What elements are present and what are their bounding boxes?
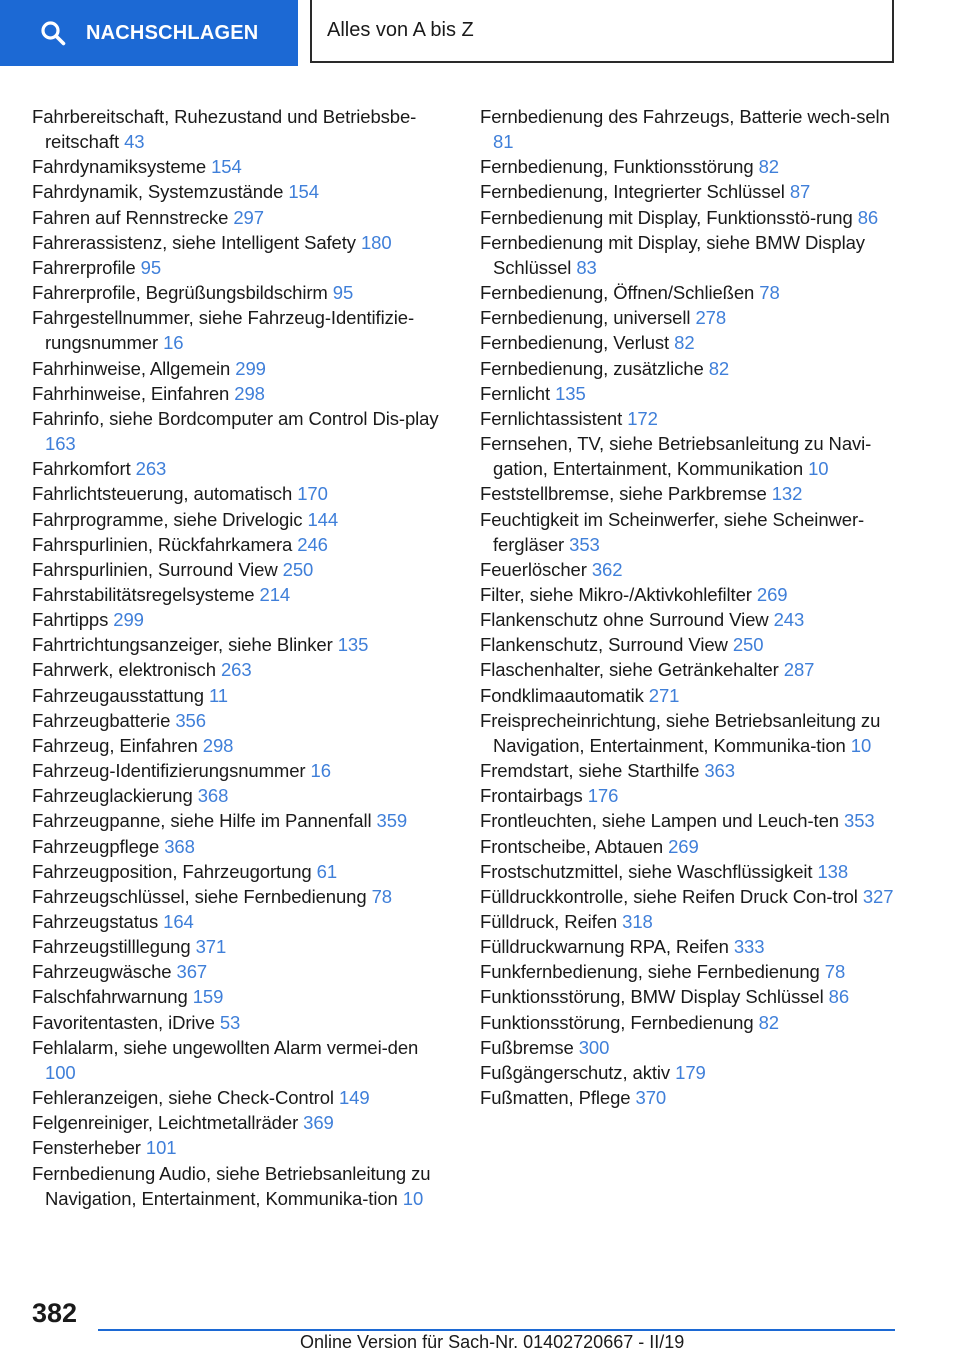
index-entry xyxy=(32,657,442,682)
index-entry-text: Feststellbremse, siehe Parkbremse xyxy=(480,483,767,505)
index-entry xyxy=(32,934,442,959)
index-entry xyxy=(32,507,442,532)
index-entry-text: Freisprecheinrichtung, siehe Betriebsanleitung zu Navigation, Entertainment, Kommunika-tion xyxy=(480,709,881,756)
index-entry xyxy=(480,884,900,909)
index-column-right xyxy=(480,104,900,1110)
index-entry-text: Fernbedienung des Fahrzeugs, Batterie wech-seln xyxy=(480,106,890,127)
index-entry-text: Fahrlichtsteuerung, automatisch xyxy=(32,483,293,505)
index-entry-text: Fahrprogramme, siehe Drivelogic xyxy=(32,508,303,530)
nav-tab-label: NACHSCHLAGEN xyxy=(86,21,259,44)
index-entry xyxy=(480,607,900,632)
page-reference-link[interactable]: 318 xyxy=(622,911,653,932)
index-entry-text: Fahrzeugschlüssel, siehe Fernbedienung xyxy=(32,885,367,907)
index-entry xyxy=(480,481,900,506)
index-entry xyxy=(32,1035,442,1085)
page-reference-link[interactable]: 371 xyxy=(195,936,227,958)
index-entry-text: Fernbedienung mit Display, Funktionsstö-rung xyxy=(480,206,853,228)
index-entry xyxy=(480,1060,900,1085)
index-entry xyxy=(32,834,442,859)
index-entry xyxy=(480,330,900,355)
page-reference-link[interactable]: 11 xyxy=(208,684,228,706)
page-reference-link[interactable]: 78 xyxy=(759,282,780,304)
index-entry xyxy=(32,1010,442,1035)
footer-divider xyxy=(98,1329,895,1331)
index-entry-text: Fondklimaautomatik xyxy=(480,684,644,706)
page-reference-link[interactable]: 16 xyxy=(310,760,331,782)
index-entry-text: Fernlicht xyxy=(480,382,551,404)
page-reference-link[interactable]: 269 xyxy=(756,583,788,605)
page-reference-link[interactable]: 250 xyxy=(282,558,314,580)
index-entry xyxy=(32,632,442,657)
page-reference-link[interactable]: 100 xyxy=(45,1061,76,1083)
page-reference-link[interactable]: 368 xyxy=(164,835,195,857)
index-entry xyxy=(480,934,900,959)
index-entry-text: Fahrinfo, siehe Bordcomputer am Control Dis-play xyxy=(32,407,439,429)
page-number: 382 xyxy=(32,1298,78,1328)
page-reference-link[interactable]: 300 xyxy=(578,1036,610,1058)
index-entry xyxy=(32,305,442,355)
index-entry-text: Fußbremse xyxy=(480,1036,574,1058)
index-entry xyxy=(32,1085,442,1110)
index-entry xyxy=(480,557,900,582)
index-entry-text: Fehlalarm, siehe ungewollten Alarm vermei-den xyxy=(32,1036,419,1058)
index-entry xyxy=(480,305,900,330)
index-entry-text: Fahrwerk, elektronisch xyxy=(32,659,216,681)
page-reference-link[interactable]: 333 xyxy=(733,936,765,958)
index-entry-text: Fahrtrichtungsanzeiger, siehe Blinker xyxy=(32,634,333,656)
index-entry xyxy=(32,280,442,305)
index-entry-text: Fahrstabilitätsregelsysteme xyxy=(32,583,255,605)
index-entry xyxy=(32,557,442,582)
index-entry-text: Fernbedienung, zusätzliche xyxy=(480,357,704,379)
index-entry-text: Fahrzeugausstattung xyxy=(32,684,204,706)
index-entry xyxy=(32,1110,442,1135)
nav-tab-nachschlagen[interactable] xyxy=(0,0,298,66)
page-reference-link[interactable]: 154 xyxy=(211,156,242,178)
index-entry xyxy=(480,280,900,305)
page-reference-link[interactable]: 180 xyxy=(360,231,392,253)
index-entry-text: Funktionsstörung, Fernbedienung xyxy=(480,1011,754,1033)
page-reference-link[interactable]: 250 xyxy=(732,634,764,656)
index-entry-text: Favoritentasten, iDrive xyxy=(32,1011,215,1033)
page-reference-link[interactable]: 263 xyxy=(135,458,167,480)
page-reference-link[interactable]: 159 xyxy=(192,986,224,1008)
index-entry xyxy=(480,582,900,607)
index-entry-text: Fensterheber xyxy=(32,1137,141,1159)
index-entry-text: Frontairbags xyxy=(480,785,583,807)
index-entry xyxy=(480,632,900,657)
index-entry-text: Fahrtipps xyxy=(32,609,109,631)
page-reference-link[interactable]: 138 xyxy=(817,860,849,882)
index-entry xyxy=(32,909,442,934)
index-entry-text: Fülldruck, Reifen xyxy=(480,911,618,932)
page-reference-link[interactable]: 78 xyxy=(371,885,392,907)
page-reference-link[interactable]: 356 xyxy=(175,709,206,731)
page-reference-link[interactable]: 135 xyxy=(337,634,369,656)
index-entry-text: Flaschenhalter, siehe Getränkehalter xyxy=(480,659,779,681)
index-entry xyxy=(480,834,900,859)
index-entry xyxy=(480,808,900,833)
index-column-left xyxy=(32,104,442,1211)
index-entry-text: Feuerlöscher xyxy=(480,558,587,580)
index-entry-text: Fahren auf Rennstrecke xyxy=(32,206,229,228)
page-reference-link[interactable]: 43 xyxy=(124,131,145,153)
page-reference-link[interactable]: 298 xyxy=(202,734,234,756)
page-reference-link[interactable]: 83 xyxy=(576,256,597,278)
index-entry-text: Fehleranzeigen, siehe Check-Control xyxy=(32,1087,334,1109)
page-reference-link[interactable]: 287 xyxy=(783,659,815,681)
page-reference-link[interactable]: 269 xyxy=(668,835,699,857)
index-entry xyxy=(32,959,442,984)
index-entry-text: Fahrerprofile xyxy=(32,256,136,278)
index-entry-text: Fahrspurlinien, Surround View xyxy=(32,558,278,580)
page-reference-link[interactable]: 132 xyxy=(771,483,803,505)
page-reference-link[interactable]: 367 xyxy=(176,961,208,983)
page-reference-link[interactable]: 87 xyxy=(789,181,811,203)
page-reference-link[interactable]: 82 xyxy=(758,156,779,178)
page-reference-link[interactable]: 353 xyxy=(569,533,600,555)
page-reference-link[interactable]: 86 xyxy=(828,986,850,1008)
page-reference-link[interactable]: 149 xyxy=(338,1087,370,1109)
index-entry xyxy=(32,406,442,456)
index-entry-text: Felgenreiniger, Leichtmetallräder xyxy=(32,1112,299,1134)
index-entry-text: Fußgängerschutz, aktiv xyxy=(480,1061,671,1083)
page-reference-link[interactable]: 297 xyxy=(233,206,264,228)
index-entry-text: Fahrspurlinien, Rückfahrkamera xyxy=(32,533,293,555)
page-reference-link[interactable]: 10 xyxy=(402,1187,424,1209)
index-entry-text: Fahrzeug, Einfahren xyxy=(32,734,198,756)
index-entry xyxy=(480,1010,900,1035)
index-entry xyxy=(480,230,900,280)
page-reference-link[interactable]: 144 xyxy=(307,508,339,530)
index-entry xyxy=(480,406,900,431)
page-reference-link[interactable]: 10 xyxy=(808,458,829,480)
page-reference-link[interactable]: 82 xyxy=(758,1011,779,1033)
page-reference-link[interactable]: 214 xyxy=(259,583,291,605)
index-entry-text: Fahrerprofile, Begrüßungsbildschirm xyxy=(32,282,328,304)
page-reference-link[interactable]: 101 xyxy=(145,1137,177,1159)
index-entry xyxy=(480,179,900,204)
page-reference-link[interactable]: 298 xyxy=(234,382,265,404)
index-entry-text: Fernbedienung, Funktionsstörung xyxy=(480,156,754,178)
page-header xyxy=(0,0,960,66)
index-entry-text: Fernsehen, TV, siehe Betriebsanleitung zu Navi-gation, Entertainment, Kommunikation xyxy=(480,433,872,480)
page-reference-link[interactable]: 10 xyxy=(850,734,872,756)
index-entry-text: Frontscheibe, Abtauen xyxy=(480,835,664,857)
index-entry-text: Fahrhinweise, Allgemein xyxy=(32,357,231,379)
index-entry-text: Fernbedienung, universell xyxy=(480,307,691,329)
index-entry-text: Frostschutzmittel, siehe Waschflüssigkeit xyxy=(480,860,813,882)
index-entry-text: Flankenschutz, Surround View xyxy=(480,634,728,656)
index-entry-text: Fahrzeug-Identifizierungsnummer xyxy=(32,760,306,782)
index-entry xyxy=(480,657,900,682)
index-entry-text: Fernlichtassistent xyxy=(480,407,623,429)
index-entry-text: Fernbedienung, Verlust xyxy=(480,332,670,354)
index-entry-text: Fernbedienung mit Display, siehe BMW Display Schlüssel xyxy=(480,231,865,278)
index-entry-text: Fremdstart, siehe Starthilfe xyxy=(480,760,700,782)
index-entry xyxy=(480,959,900,984)
page-reference-link[interactable]: 243 xyxy=(773,609,805,631)
index-entry xyxy=(480,783,900,808)
index-entry-text: Funktionsstörung, BMW Display Schlüssel xyxy=(480,986,824,1008)
index-entry xyxy=(480,431,900,481)
index-entry xyxy=(480,104,900,154)
index-entry xyxy=(32,481,442,506)
page-reference-link[interactable]: 172 xyxy=(627,407,658,429)
index-entry-text: Flankenschutz ohne Surround View xyxy=(480,609,769,631)
index-entry-text: Fernbedienung Audio, siehe Betriebsanleitung zu Navigation, Entertainment, Kommunika-tion xyxy=(32,1162,431,1209)
page-reference-link[interactable]: 61 xyxy=(316,860,338,882)
index-entry-text: Fahrzeugwäsche xyxy=(32,961,172,983)
index-entry-text: Fahrdynamik, Systemzustände xyxy=(32,181,284,203)
index-entry-text: Fahrkomfort xyxy=(32,458,131,480)
index-entry-text: Fahrgestellnummer, siehe Fahrzeug-Identifizie-rungsnummer xyxy=(32,307,415,354)
index-entry xyxy=(32,154,442,179)
index-entry xyxy=(32,808,442,833)
index-entry-text: Fülldruckwarnung RPA, Reifen xyxy=(480,936,729,958)
index-entry xyxy=(480,758,900,783)
page-reference-link[interactable]: 154 xyxy=(288,181,319,203)
page-reference-link[interactable]: 271 xyxy=(648,684,680,706)
index-entry-text: Fernbedienung, Öffnen/Schließen xyxy=(480,282,755,304)
page-reference-link[interactable]: 369 xyxy=(303,1112,334,1134)
index-entry-text: Funkfernbedienung, siehe Fernbedienung xyxy=(480,961,820,983)
index-entry xyxy=(32,255,442,280)
index-entry-text: Fülldruckkontrolle, siehe Reifen Druck Con-trol xyxy=(480,885,858,907)
index-entry-text: Feuchtigkeit im Scheinwerfer, siehe Scheinwer-fergläser xyxy=(480,508,865,555)
page-reference-link[interactable]: 278 xyxy=(695,307,727,329)
page-reference-link[interactable]: 86 xyxy=(857,206,879,228)
index-entry xyxy=(32,984,442,1009)
page-reference-link[interactable]: 246 xyxy=(297,533,328,555)
page-reference-link[interactable]: 368 xyxy=(197,785,229,807)
page-reference-link[interactable]: 164 xyxy=(163,911,194,932)
page-reference-link[interactable]: 95 xyxy=(140,256,162,278)
index-entry xyxy=(480,507,900,557)
index-entry xyxy=(480,205,900,230)
index-entry-text: Fahrbereitschaft, Ruhezustand und Betriebsbe-reitschaft xyxy=(32,106,417,153)
index-entry-text: Fahrzeugposition, Fahrzeugortung xyxy=(32,860,312,882)
page-reference-link[interactable]: 363 xyxy=(704,760,735,782)
index-entry xyxy=(32,104,442,154)
index-entry-text: Fahrerassistenz, siehe Intelligent Safety xyxy=(32,231,356,253)
index-entry xyxy=(32,708,442,733)
index-entry xyxy=(480,859,900,884)
index-entry xyxy=(32,230,442,255)
page-reference-link[interactable]: 362 xyxy=(591,558,623,580)
index-entry xyxy=(32,733,442,758)
index-entry xyxy=(32,884,442,909)
page-reference-link[interactable]: 299 xyxy=(235,357,266,379)
index-entry xyxy=(480,1085,900,1110)
page-reference-link[interactable]: 299 xyxy=(113,609,144,631)
page-reference-link[interactable]: 81 xyxy=(493,131,514,153)
index-entry xyxy=(32,532,442,557)
index-entry-text: Fahrzeugbatterie xyxy=(32,709,171,731)
page-reference-link[interactable]: 163 xyxy=(45,433,76,455)
index-entry xyxy=(32,1135,442,1160)
index-entry-text: Fußmatten, Pflege xyxy=(480,1087,631,1109)
index-entry-text: Fahrzeugstilllegung xyxy=(32,936,191,958)
index-entry-text: Falschfahrwarnung xyxy=(32,986,188,1008)
search-icon xyxy=(40,20,66,46)
index-entry xyxy=(32,683,442,708)
page-reference-link[interactable]: 359 xyxy=(376,810,408,832)
page-reference-link[interactable]: 95 xyxy=(332,282,354,304)
index-entry-text: Fahrhinweise, Einfahren xyxy=(32,382,230,404)
index-entry xyxy=(480,381,900,406)
index-entry xyxy=(32,456,442,481)
index-entry-text: Fahrzeugpflege xyxy=(32,835,160,857)
index-entry-text: Fahrzeuglackierung xyxy=(32,785,193,807)
index-entry xyxy=(32,582,442,607)
page-reference-link[interactable]: 135 xyxy=(555,382,586,404)
page-reference-link[interactable]: 53 xyxy=(219,1011,241,1033)
index-entry xyxy=(32,1161,442,1211)
index-entry xyxy=(480,154,900,179)
index-entry xyxy=(32,381,442,406)
page-reference-link[interactable]: 82 xyxy=(674,332,695,354)
page-reference-link[interactable]: 176 xyxy=(587,785,619,807)
index-entry-text: Fahrdynamiksysteme xyxy=(32,156,207,178)
page-reference-link[interactable]: 327 xyxy=(862,885,894,907)
index-entry xyxy=(32,859,442,884)
index-entry-text: Frontleuchten, siehe Lampen und Leuch-ten xyxy=(480,810,839,832)
index-entry xyxy=(32,356,442,381)
index-entry xyxy=(32,783,442,808)
page-reference-link[interactable]: 16 xyxy=(163,332,184,354)
page-reference-link[interactable]: 179 xyxy=(675,1061,706,1083)
footer-version-text: Online Version für Sach-Nr. 01402720667 - II/19 xyxy=(300,1332,685,1352)
page-reference-link[interactable]: 370 xyxy=(635,1087,667,1109)
page-reference-link[interactable]: 82 xyxy=(708,357,730,379)
index-entry xyxy=(480,1035,900,1060)
index-entry-text: Fahrzeugstatus xyxy=(32,911,159,932)
index-entry xyxy=(480,984,900,1009)
index-entry xyxy=(480,683,900,708)
page-reference-link[interactable]: 353 xyxy=(844,810,875,832)
page-reference-link[interactable]: 263 xyxy=(220,659,252,681)
index-entry-text: Fahrzeugpanne, siehe Hilfe im Pannenfall xyxy=(32,810,372,832)
page-reference-link[interactable]: 78 xyxy=(824,961,846,983)
index-entry xyxy=(32,179,442,204)
index-entry xyxy=(480,909,900,934)
index-entry xyxy=(480,708,900,758)
index-entry xyxy=(480,356,900,381)
breadcrumb: Alles von A bis Z xyxy=(310,0,894,63)
page-reference-link[interactable]: 170 xyxy=(297,483,328,505)
index-entry-text: Filter, siehe Mikro-/Aktivkohlefilter xyxy=(480,583,752,605)
index-entry-text: Fernbedienung, Integrierter Schlüssel xyxy=(480,181,785,203)
index-entry xyxy=(32,607,442,632)
index-entry xyxy=(32,758,442,783)
index-entry xyxy=(32,205,442,230)
